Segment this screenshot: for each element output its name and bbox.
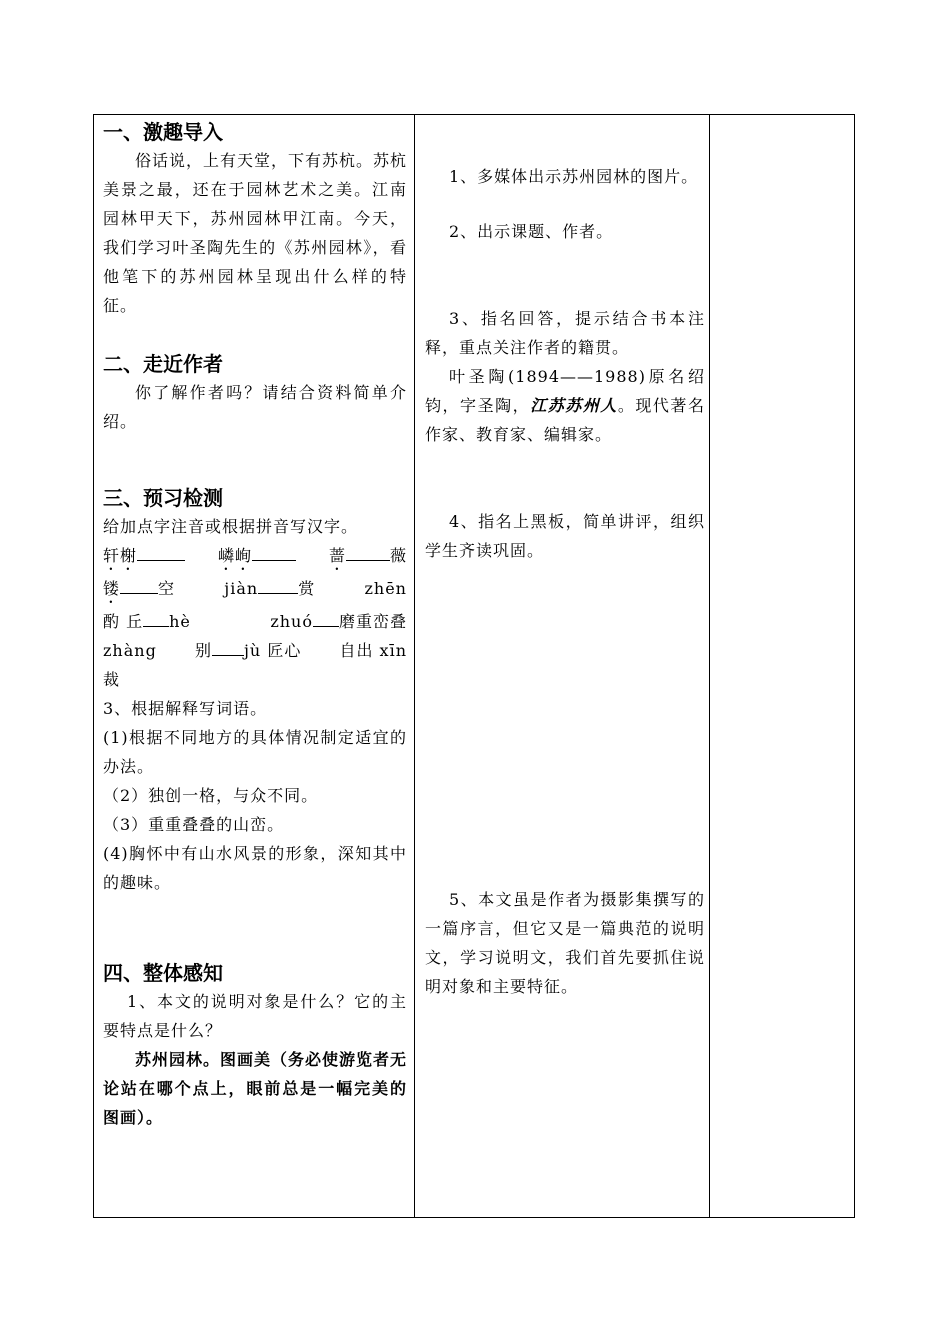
- author-info-text: 叶圣陶(1894——1988)原名绍钧，字圣陶，: [425, 367, 705, 415]
- exercise-word: 赏: [298, 579, 316, 598]
- exercise-row: [103, 636, 407, 665]
- column-divider-1: [414, 114, 415, 1218]
- section-body-intro: 俗话说，上有天堂，下有苏杭。苏杭美景之最，还在于园林艺术之美。江南园林甲天下，苏州园林甲江南。今天，我们学习叶圣陶先生的《苏州园林》，看他笔下的苏州园林呈现出什么样的特征。: [103, 151, 408, 315]
- exercise-pinyin: zhàng: [103, 641, 157, 660]
- question-3-3: （3）重重叠叠的山峦。: [103, 815, 285, 834]
- overview-question: 1、本文的说明对象是什么？它的主要特点是什么？: [103, 992, 407, 1040]
- exercise-pinyin: hè: [169, 612, 191, 631]
- column-content: [103, 118, 407, 1132]
- exercise-word: 蔷: [328, 546, 346, 565]
- exercise-word: 空: [158, 579, 176, 598]
- question-3: 3、根据解释写词语。: [103, 699, 268, 718]
- answer-blank: [120, 577, 158, 594]
- exercise-word: 酌: [103, 612, 121, 631]
- question-3-1: (1)根据不同地方的具体情况制定适宜的办法。: [103, 728, 407, 776]
- teacher-step-3: 3、指名回答，提示结合书本注释，重点关注作者的籍贯。: [425, 309, 705, 357]
- answer-blank: [313, 610, 339, 627]
- answer-blank: [212, 639, 244, 656]
- exercise-pinyin: zhēn: [364, 579, 407, 598]
- column-teacher: [425, 118, 705, 1001]
- author-info: [425, 362, 705, 449]
- teacher-step-2: 2、出示课题、作者。: [449, 222, 614, 241]
- exercise-row: [103, 607, 407, 636]
- exercise-word: 轩榭: [103, 546, 138, 565]
- preview-instruction: 给加点字注音或根据拼音写汉字。: [103, 517, 359, 536]
- column-divider-2: [709, 114, 710, 1218]
- section-title-overview: 四、整体感知: [103, 961, 223, 985]
- section-title-preview: 三、预习检测: [103, 486, 223, 510]
- exercise-row: [103, 574, 407, 607]
- answer-blank: [258, 577, 298, 594]
- exercise-row: [103, 541, 407, 574]
- question-3-4: (4)胸怀中有山水风景的形象，深知其中的趣味。: [103, 844, 407, 892]
- section-title-author: 二、走近作者: [103, 352, 223, 376]
- answer-blank: [143, 610, 169, 627]
- overview-answer: 苏州园林。图画美（务必使游览者无论站在哪个点上，眼前总是一幅完美的图画）。: [103, 1050, 408, 1127]
- section-title-intro: 一、激趣导入: [103, 120, 223, 144]
- exercise-word: 自出: [339, 641, 374, 660]
- exercise-word: 别: [194, 641, 212, 660]
- exercise-word: 裁: [103, 670, 121, 689]
- exercise-pinyin: jù: [243, 641, 262, 660]
- exercise-pinyin: zhuó: [270, 612, 313, 631]
- author-hometown: 江苏苏州人: [530, 396, 618, 415]
- answer-blank: [252, 544, 296, 561]
- exercise-pinyin: jiàn: [224, 579, 259, 598]
- exercise-word: 匠心: [267, 641, 302, 660]
- exercise-word: 薇: [389, 546, 407, 565]
- section-body-author: 你了解作者吗？请结合资料简单介绍。: [103, 383, 407, 431]
- exercise-pinyin: xīn: [379, 641, 407, 660]
- teacher-step-5: 5、本文虽是作者为摄影集撰写的一篇序言，但它又是一篇典范的说明文，学习说明文，我们首先要抓住说明对象和主要特征。: [425, 890, 705, 996]
- answer-blank: [137, 544, 185, 561]
- teacher-step-1: 1、多媒体出示苏州园林的图片。: [449, 167, 699, 186]
- answer-blank: [346, 544, 390, 561]
- exercise-word: 丘: [126, 612, 144, 631]
- exercise-word: 镂: [103, 579, 121, 598]
- question-3-2: （2）独创一格，与众不同。: [103, 786, 319, 805]
- author-info-text-end: 。现代著名作家、教育家、编辑家。: [425, 396, 705, 444]
- exercise-word: 磨重峦叠: [338, 612, 407, 631]
- teacher-step-4: 4、指名上黑板，简单讲评，组织学生齐读巩固。: [425, 512, 705, 560]
- exercise-word: 嶙峋: [217, 546, 252, 565]
